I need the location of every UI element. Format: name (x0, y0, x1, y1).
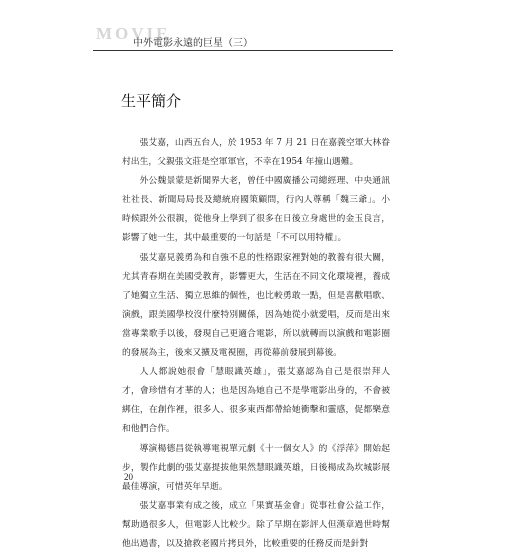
paragraph: 張艾嘉，山西五台人，於 1953 年 7 月 21 日在嘉義空軍大林眷村出生，父親張文莊是空軍軍官，不幸在1954 年撞山遇難。 (122, 138, 390, 168)
section-title: 生平簡介 (121, 92, 182, 110)
paragraph: 人人都說她很會「慧眼識英雄」，張艾嘉認為自己是很崇拜人才，會珍惜有才華的人；也是因為她自己不是學電影出身的，不會被綁住，在創作裡，很多人、很多東西都帶給她衝擊和靈感，促都樂意和他們合作。 (122, 367, 390, 435)
header-title: 中外電影永遠的巨星（三） (133, 38, 253, 49)
paragraph: 外公魏景蒙是新聞界大老，曾任中國廣播公司總經理、中央通訊社社長、新聞局局長及總統府國策顧問，行內人尊稱「魏三爺」。小時候跟外公很親，從他身上學到了很多在日後立身處世的金玉良言，影響了她一生，其中最重要的一句話是「不可以用特權」。 (122, 176, 390, 244)
page-number: 20 (124, 472, 133, 482)
body-text (122, 134, 390, 554)
paragraph: 導演楊德昌從執導電視單元劇《十一個女人》的《浮萍》開始起步，製作此劇的張艾嘉提拔他果然慧眼識英雄，日後楊成為坎城影展最佳導演，可惜英年早逝。 (122, 443, 390, 492)
paragraph: 張艾嘉見義勇為和自強不息的性格跟家裡對她的教養有很大關，尤其青春期在美國受教育，影響更大，生活在不同文化環境裡，養成了她獨立生活、獨立思維的個性，也比較勇敢一點，但是喜歡唱歌、演戲，跟美國學校沒什麼特別關係，因為她從小就愛唱，反而是出來當專業歌手以後，發現自己更適合電影，所以就轉而以演戲和電影圈的發展為主，後來又擴及電視圈，再從幕前發展到幕後。 (122, 252, 390, 359)
header-watermark: MOVIE (96, 24, 171, 43)
header-rule (93, 50, 393, 51)
paragraph: 張艾嘉事業有成之後，成立「果實基金會」從事社會公益工作，幫助過很多人，但電影人比較少。除了早期在影評人但漢章過世時幫他出過書，以及搶救老國片拷貝外，比較重要的任務反而是針對 (122, 500, 390, 549)
